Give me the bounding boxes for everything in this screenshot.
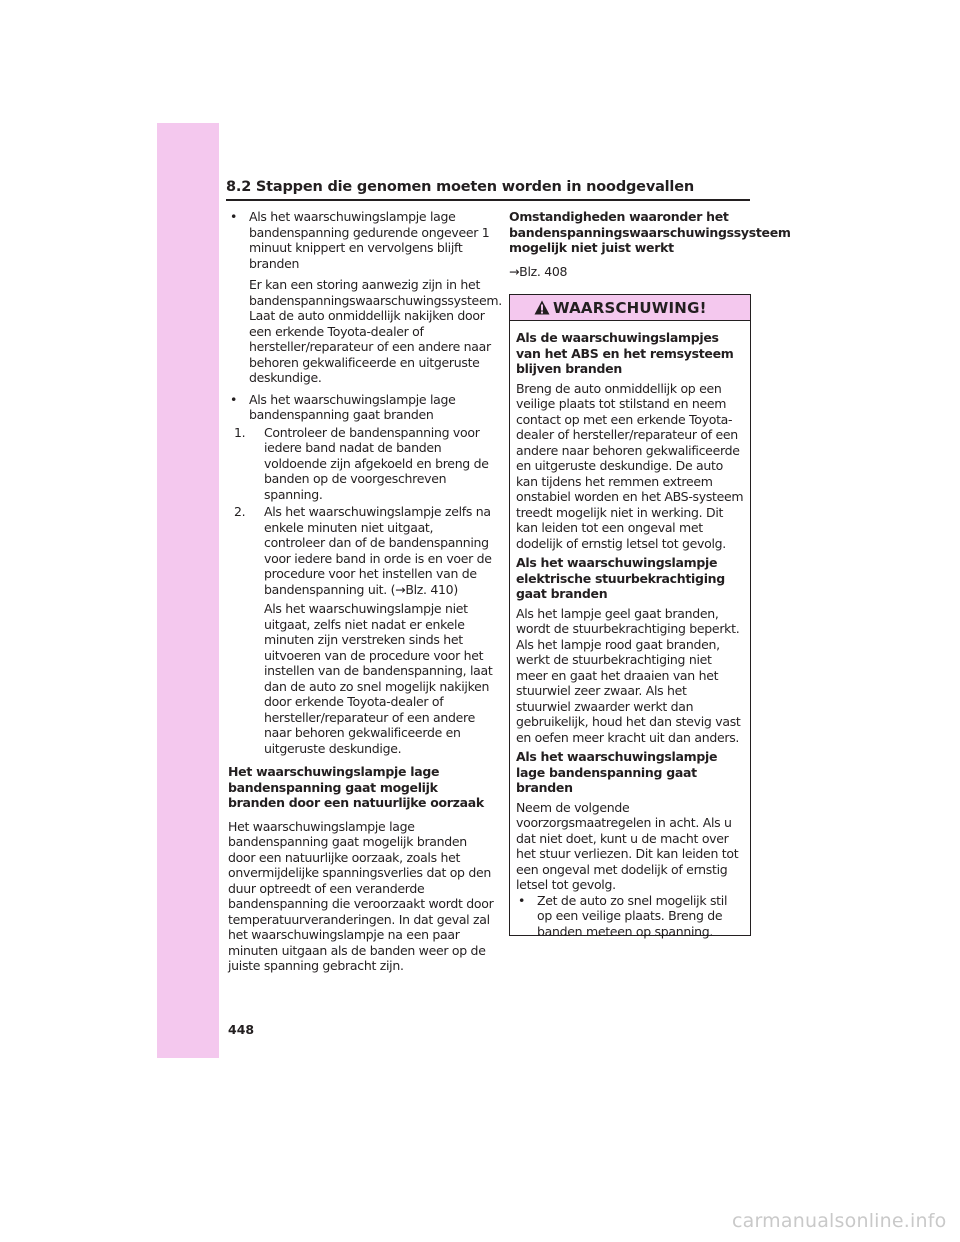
step-text: Als het waarschuwingslampje zelfs na enkele minuten niet uitgaat, controleer dan of de bandenspanning voor iedere band in orde is en voer de procedure voor het instellen van de bandenspanning uit. (→Blz. 410) — [264, 504, 492, 597]
right-column — [509, 209, 791, 279]
bullet1-title: Als het waarschuwingslampje lage bandenspanning gedurende ongeveer 1 minuut knippert en vervolgens blijft branden — [249, 209, 490, 271]
chapter-side-tab — [157, 123, 219, 1058]
warning-content — [510, 321, 750, 939]
warning-header — [510, 295, 750, 321]
step-number: 1. — [234, 424, 246, 440]
step2-body: Als het waarschuwingslampje niet uitgaat, zelfs niet nadat er enkele minuten zijn verstreken sinds het uitvoeren van de procedure voor het instellen van de bandenspanning, laat dan de auto zo snel mogelijk nakijken door erkende Toyota-dealer of hersteller/reparateur of een andere naar behoren gekwalificeerde en uitgeruste deskundige. — [264, 601, 493, 756]
bullet-item — [228, 392, 494, 423]
step-number: 2. — [234, 504, 246, 519]
subheading: Het waarschuwingslampje lage bandenspanning gaat mogelijk branden door een natuurlijke oorzaak — [228, 764, 484, 810]
warning-paragraph: Neem de volgende voorzorgsmaatregelen in acht. Als u dat niet doet, kunt u de macht over het stuur verliezen. Dit kan leiden tot een ongeval met dodelijk of ernstig letsel tot gevolg. — [516, 799, 739, 892]
warning-paragraph: Als het lampje geel gaat branden, wordt de stuurbekrachtiging beperkt. Als het lampje rood gaat branden, werkt de stuurbekrachtiging niet meer en gaat het draaien van het stuurwiel zeer zwaar. Als het stuurwiel zwaarder werkt dan gebruikelijk, houd het dan stevig vast en oefen meer kracht uit dan anders. — [516, 605, 741, 745]
warning-triangle-icon — [534, 300, 550, 315]
warning-bullet — [516, 893, 744, 940]
section-title: 8.2 Stappen die genomen moeten worden in noodgevallen — [226, 179, 694, 195]
subheading: Omstandigheden waaronder het bandenspanningswaarschuwingssysteem mogelijk niet juist werkt — [509, 209, 791, 255]
page-reference: →Blz. 408 — [509, 263, 568, 279]
warning-heading: Als het waarschuwingslampje elektrische stuurbekrachtiging gaat branden — [516, 555, 725, 601]
numbered-step-2 — [228, 504, 494, 597]
warning-bullet-text: Zet de auto zo snel mogelijk stil op een veilige plaats. Breng de banden meteen op spanning. — [537, 892, 728, 939]
bullet1-body: Er kan een storing aanwezig zijn in het bandenspanningswaarschuwingssysteem. Laat de auto onmiddellijk nakijken door een erkende Toyota-dealer of hersteller/reparateur of een andere naar behoren gekwalificeerde en uitgeruste deskundige. — [249, 277, 502, 385]
warning-heading: Als de waarschuwingslampjes van het ABS en het remsysteem blijven branden — [516, 330, 734, 376]
page-number: 448 — [228, 1022, 255, 1037]
bullet2-title: Als het waarschuwingslampje lage bandenspanning gaat branden — [249, 391, 456, 422]
step-text: Controleer de bandenspanning voor iedere band nadat de banden voldoende zijn afgekoeld en breng de banden op de voorgeschreven spanning. — [264, 424, 489, 502]
warning-box — [509, 294, 751, 939]
warning-paragraph: Breng de auto onmiddellijk op een veilige plaats tot stilstand en neem contact op met een erkende Toyota-dealer of hersteller/reparateur of een andere naar behoren gekwalificeerde en uitgeruste deskundige. De auto kan tijdens het remmen extreem onstabiel worden en het ABS-systeem treedt mogelijk niet in werking. Dit kan leiden tot een ongeval met dodelijk of ernstig letsel tot gevolg. — [516, 380, 744, 551]
left-column — [228, 209, 502, 980]
paragraph: Het waarschuwingslampje lage bandenspanning gaat mogelijk branden door een natuurlijke oorzaak, zoals het onvermijdelijke spanningsverlies dat op den duur optreedt of een veranderde bandenspanning die veroorzaakt wordt door temperatuurveranderingen. In dat geval zal het waarschuwingslampje na een paar minuten uitgaan als de banden weer op de juiste spanning gebracht zijn. — [228, 818, 494, 973]
numbered-step-1 — [228, 425, 494, 503]
warning-title: WAARSCHUWING! — [553, 298, 707, 317]
warning-heading: Als het waarschuwingslampje lage bandenspanning gaat branden — [516, 749, 718, 795]
watermark: carmanualsonline.info — [732, 1210, 947, 1232]
bullet-item — [228, 209, 494, 271]
section-divider — [226, 199, 750, 201]
